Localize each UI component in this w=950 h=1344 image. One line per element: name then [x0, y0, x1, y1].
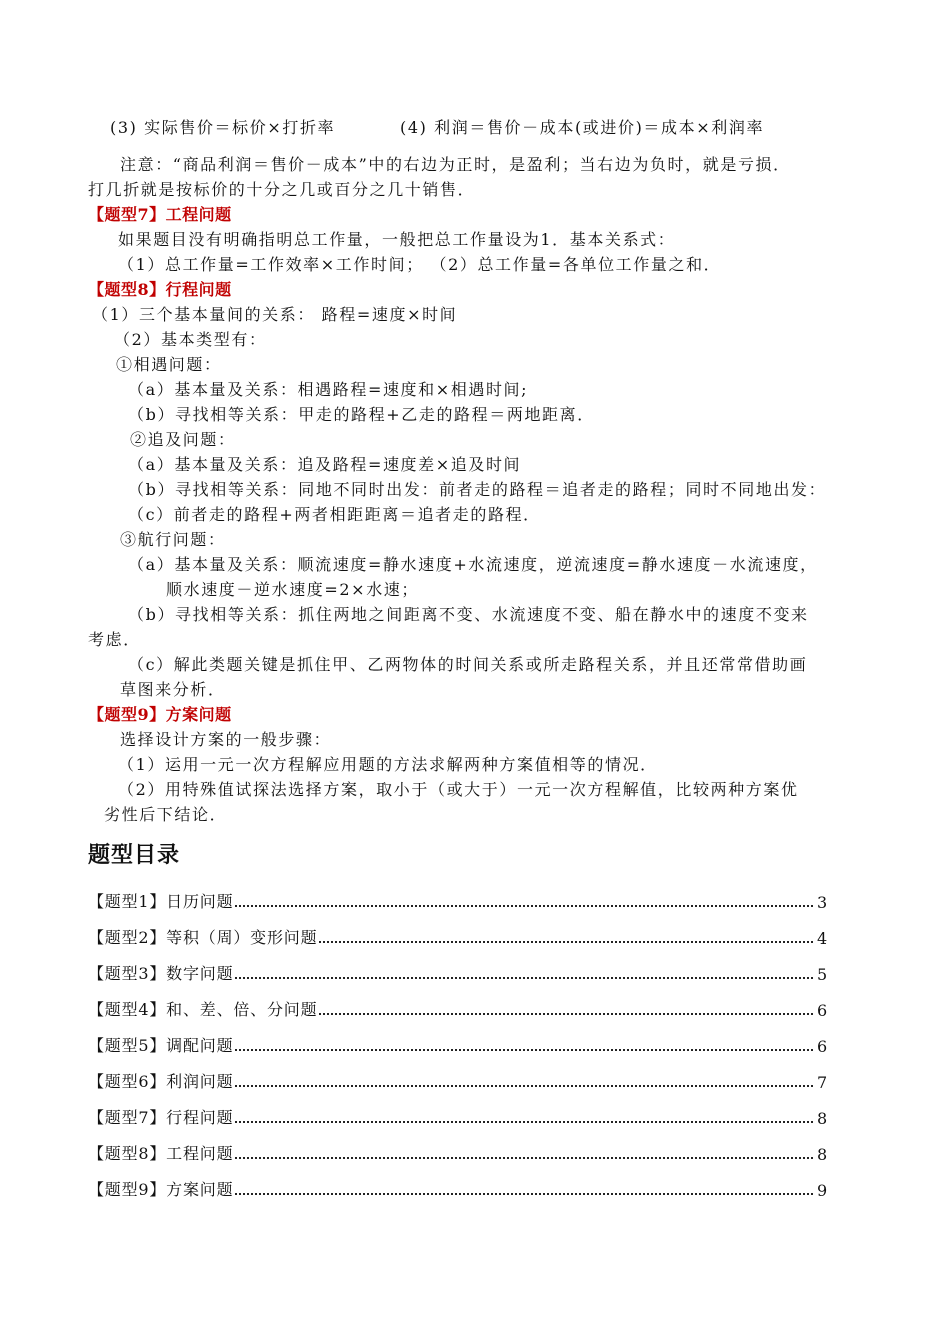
type8-line: （b）寻找相等关系：同地不同时出发：前者走的路程＝追者走的路程；同时不同地出发：	[128, 480, 827, 499]
toc-entry-page: 6	[817, 1001, 828, 1020]
toc-entry[interactable]	[88, 926, 828, 948]
type8-line: （c）前者走的路程+两者相距距离＝追者走的路程．	[128, 505, 541, 524]
type8-line: （b）寻找相等关系：甲走的路程+乙走的路程＝两地距离．	[128, 405, 595, 424]
toc-entry[interactable]	[88, 1106, 828, 1128]
toc-leader-dots	[235, 977, 813, 979]
formula-item-4: (4) 利润＝售价－成本(或进价)＝成本×利润率	[400, 118, 765, 137]
toc-entry-label: 【题型9】方案问题	[88, 1180, 234, 1199]
note-line-1: 注意：“商品利润＝售价－成本”中的右边为正时，是盈利；当右边为负时，就是亏损．	[120, 155, 791, 174]
toc-entry-label: 【题型6】利润问题	[88, 1072, 234, 1091]
type8-line: （1）三个基本量间的关系： 路程=速度×时间	[92, 305, 458, 324]
toc-entry[interactable]	[88, 1034, 828, 1056]
toc-entry-page: 6	[817, 1037, 828, 1056]
type9-line: （2）用特殊值试探法选择方案，取小于（或大于）一元一次方程解值，比较两种方案优	[118, 780, 799, 799]
type8-line: （a）基本量及关系：相遇路程=速度和×相遇时间;	[128, 380, 529, 399]
type8-heading: 【题型8】行程问题	[88, 280, 232, 299]
type7-heading: 【题型7】工程问题	[88, 205, 232, 224]
type9-line: 劣性后下结论．	[104, 805, 228, 824]
toc-leader-dots	[235, 1193, 813, 1195]
type8-line: 顺水速度－逆水速度=2×水速；	[166, 580, 419, 599]
toc-leader-dots	[235, 1085, 813, 1087]
toc-entry[interactable]	[88, 962, 828, 984]
type8-line: （c）解此类题关键是抓住甲、乙两物体的时间关系或所走路程关系，并且还常常借助画	[128, 655, 808, 674]
type8-line: ③航行问题：	[120, 530, 226, 549]
type8-line: （2）基本类型有：	[114, 330, 267, 349]
toc-entry-page: 8	[817, 1145, 828, 1164]
toc-entry[interactable]	[88, 1070, 828, 1092]
toc-entry-label: 【题型5】调配问题	[88, 1036, 234, 1055]
toc-entry[interactable]	[88, 1178, 828, 1200]
toc-entry-page: 5	[817, 965, 828, 984]
type7-line-1: 如果题目没有明确指明总工作量，一般把总工作量设为1．基本关系式：	[118, 230, 676, 249]
type9-line: （1）运用一元一次方程解应用题的方法求解两种方案值相等的情况．	[118, 755, 658, 774]
formula-item-3: (3) 实际售价＝标价×打折率	[110, 118, 336, 137]
toc-leader-dots	[235, 1157, 813, 1159]
type8-line: （a）基本量及关系：顺流速度=静水速度+水流速度，逆流速度=静水速度－水流速度，	[128, 555, 818, 574]
toc-leader-dots	[319, 941, 813, 943]
toc-entry-label: 【题型2】等积（周）变形问题	[88, 928, 318, 947]
toc-leader-dots	[235, 1049, 813, 1051]
toc-entry[interactable]	[88, 1142, 828, 1164]
toc-entry-label: 【题型1】日历问题	[88, 892, 234, 911]
type8-line: ②追及问题：	[130, 430, 236, 449]
toc-entry-label: 【题型7】行程问题	[88, 1108, 234, 1127]
type8-line: 草图来分析．	[120, 680, 226, 699]
type8-line: （b）寻找相等关系：抓住两地之间距离不变、水流速度不变、船在静水中的速度不变来	[128, 605, 809, 624]
toc-entry[interactable]	[88, 890, 828, 912]
toc-entry-page: 8	[817, 1109, 828, 1128]
toc-leader-dots	[319, 1013, 813, 1015]
toc-entry-page: 9	[817, 1181, 828, 1200]
toc-entry-label: 【题型3】数字问题	[88, 964, 234, 983]
type8-line: 考虑．	[88, 630, 141, 649]
toc-leader-dots	[235, 1121, 813, 1123]
type7-line-2: （1）总工作量=工作效率×工作时间； （2）总工作量=各单位工作量之和．	[118, 255, 722, 274]
toc-entry[interactable]	[88, 998, 828, 1020]
toc-entry-page: 7	[817, 1073, 828, 1092]
type9-line: 选择设计方案的一般步骤：	[120, 730, 332, 749]
note-line-2: 打几折就是按标价的十分之几或百分之几十销售．	[88, 180, 476, 199]
type8-line: （a）基本量及关系：追及路程=速度差×追及时间	[128, 455, 522, 474]
toc-entry-label: 【题型8】工程问题	[88, 1144, 234, 1163]
toc-entry-label: 【题型4】和、差、倍、分问题	[88, 1000, 318, 1019]
toc-entry-page: 3	[817, 893, 828, 912]
type8-line: ①相遇问题：	[116, 355, 222, 374]
toc-leader-dots	[235, 905, 813, 907]
type9-heading: 【题型9】方案问题	[88, 705, 232, 724]
toc-title: 题型目录	[88, 843, 181, 868]
toc-entry-page: 4	[817, 929, 828, 948]
